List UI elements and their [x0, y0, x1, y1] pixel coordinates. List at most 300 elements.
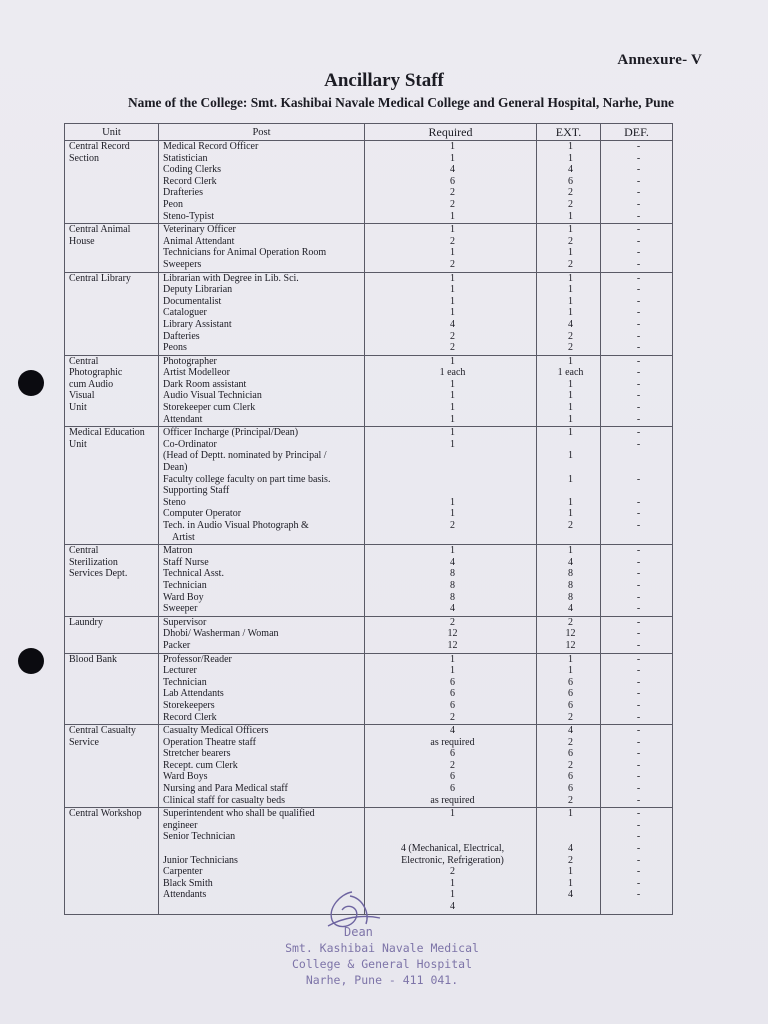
required-line: 1	[450, 413, 455, 425]
post-line: Storekeeper cum Clerk	[163, 402, 256, 414]
ext-line: 1	[568, 877, 573, 889]
required-line: 2	[450, 235, 455, 247]
unit-line: Photographic	[69, 367, 123, 379]
post-line: Peon	[163, 198, 183, 210]
def-line: -	[636, 520, 641, 531]
def-line: -	[636, 889, 641, 901]
ext-line: 2	[568, 854, 573, 866]
ext-line: 1	[568, 378, 573, 390]
post-line: Packer	[163, 639, 191, 651]
post-line: Faculty college faculty on part time basis.	[163, 473, 331, 485]
def-line: -	[636, 665, 641, 677]
required-line: 2	[450, 616, 455, 628]
post-line: Sweeper	[163, 603, 198, 615]
def-line: -	[636, 198, 641, 210]
post-line: Casualty Medical Officers	[163, 725, 269, 737]
unit-line: Blood Bank	[69, 653, 118, 665]
def-cell	[601, 808, 673, 914]
required-line	[369, 820, 536, 832]
ext-line: 2	[568, 794, 573, 806]
def-line: -	[636, 579, 641, 591]
def-line: -	[636, 808, 641, 820]
post-line: Library Assistant	[163, 318, 232, 330]
ext-line: 2	[568, 198, 573, 210]
unit-line: Central Casualty	[69, 725, 136, 737]
required-cell	[365, 272, 537, 355]
post-line: Deputy Librarian	[163, 284, 233, 296]
post-line: Technicians for Animal Operation Room	[163, 247, 327, 259]
required-line: 6	[450, 676, 455, 688]
post-line: Computer Operator	[163, 508, 242, 520]
stamp-line: Narhe, Pune - 411 041.	[305, 973, 459, 987]
ext-line: 2	[568, 759, 573, 771]
unit-cell	[65, 725, 159, 808]
required-line: 6	[450, 175, 455, 187]
def-line: -	[636, 759, 641, 771]
punch-hole	[18, 370, 44, 396]
def-cell	[601, 427, 673, 545]
def-cell	[601, 224, 673, 272]
required-cell	[365, 355, 537, 427]
required-line	[369, 831, 536, 843]
post-line: Nursing and Para Medical staff	[163, 783, 288, 795]
ext-line: 1	[568, 427, 573, 439]
ext-line: 1	[568, 653, 573, 665]
required-line: 8	[450, 579, 455, 591]
post-line: Photographer	[163, 355, 217, 367]
required-line	[369, 462, 536, 474]
def-line: -	[636, 175, 641, 187]
def-line: -	[636, 568, 641, 580]
required-line	[369, 485, 536, 497]
def-line: -	[636, 819, 641, 831]
unit-cell	[65, 272, 159, 355]
ext-cell	[537, 808, 601, 914]
post-cell	[159, 141, 365, 224]
def-cell	[601, 272, 673, 355]
required-line: 4	[450, 725, 455, 737]
unit-cell	[65, 808, 159, 914]
required-line: 6	[450, 783, 455, 795]
ext-line: 1	[568, 473, 573, 485]
required-line: 2	[450, 711, 455, 723]
def-line: -	[636, 378, 641, 390]
ext-cell	[537, 355, 601, 427]
post-line: Technician	[163, 676, 207, 688]
post-line: Drafteries	[163, 187, 203, 199]
unit-cell	[65, 545, 159, 617]
ext-line: 6	[568, 699, 573, 711]
ext-cell	[537, 224, 601, 272]
unit-cell	[65, 653, 159, 725]
ext-line: 1	[568, 247, 573, 259]
unit-line: cum Audio	[69, 378, 114, 390]
ext-line: 1	[568, 390, 573, 402]
required-line	[369, 474, 536, 486]
required-cell	[365, 224, 537, 272]
ext-line: 4	[568, 725, 573, 737]
def-line: -	[636, 591, 641, 603]
ext-line: 6	[568, 771, 573, 783]
ext-line: 1	[568, 402, 573, 414]
def-line: -	[636, 427, 641, 439]
def-line: -	[636, 210, 641, 222]
required-line: 1	[450, 427, 455, 439]
annexure-label: Annexure- V	[617, 52, 702, 68]
required-line: 6	[450, 771, 455, 783]
post-line: Technical Asst.	[163, 568, 224, 580]
def-cell	[601, 653, 673, 725]
ext-line	[541, 820, 600, 832]
unit-line: Central	[69, 545, 99, 557]
required-line: 1	[450, 402, 455, 414]
def-line	[605, 532, 672, 544]
post-line: Record Clerk	[163, 175, 217, 187]
required-cell	[365, 427, 537, 545]
ext-line: 2	[568, 736, 573, 748]
def-line: -	[636, 413, 641, 425]
post-cell	[159, 545, 365, 617]
def-line: -	[636, 318, 641, 330]
required-line: 4	[450, 603, 455, 615]
def-line: -	[636, 639, 641, 651]
ext-line: 1	[568, 545, 573, 557]
ext-cell	[537, 272, 601, 355]
required-line: 2	[450, 187, 455, 199]
def-cell	[601, 616, 673, 653]
ext-line: 2	[568, 258, 573, 270]
required-line: 1	[450, 224, 455, 236]
ext-line: 1	[568, 224, 573, 236]
college-name: Name of the College: Smt. Kashibai Navale Medical College and General Hospital, Narhe, Pune	[128, 95, 674, 110]
required-line: 1	[450, 889, 455, 901]
post-line: Co-Ordinator	[163, 438, 217, 450]
required-line: 2	[450, 198, 455, 210]
required-cell	[365, 653, 537, 725]
def-line: -	[636, 688, 641, 700]
required-line: 8	[450, 591, 455, 603]
post-line: Staff Nurse	[163, 556, 209, 568]
required-line: 1	[450, 438, 455, 450]
post-line: Senior Technician	[163, 831, 236, 843]
ext-line	[541, 462, 600, 474]
required-line: 4	[450, 901, 455, 912]
ext-line: 1	[568, 152, 573, 164]
unit-line: Visual	[69, 390, 95, 402]
def-line: -	[636, 783, 641, 795]
def-line: -	[636, 438, 641, 450]
def-line: -	[636, 355, 641, 367]
post-line: Statistician	[163, 152, 208, 164]
unit-line: Central Workshop	[69, 808, 142, 820]
post-line: Sweepers	[163, 258, 202, 270]
def-cell	[601, 545, 673, 617]
def-line: -	[636, 877, 641, 889]
table-row	[65, 725, 673, 808]
ext-cell	[537, 545, 601, 617]
post-line: Medical Record Officer	[163, 141, 259, 152]
ext-line: 4	[568, 164, 573, 176]
ext-line: 2	[568, 520, 573, 531]
post-cell	[159, 427, 365, 545]
required-line: 2	[450, 520, 455, 531]
staff-table-body	[65, 141, 673, 915]
post-line: (Head of Deptt. nominated by Principal /	[163, 450, 327, 462]
post-line: Coding Clerks	[163, 164, 222, 176]
required-line: 2	[450, 342, 455, 354]
required-line: 1	[450, 496, 455, 508]
col-header-def: DEF.	[601, 124, 673, 141]
ext-line: 12	[565, 628, 576, 640]
required-line: 1 each	[439, 367, 466, 379]
required-line: 4	[450, 164, 455, 176]
post-line: Steno	[163, 496, 186, 508]
def-cell	[601, 725, 673, 808]
post-cell	[159, 725, 365, 808]
col-header-required: Required	[365, 124, 537, 141]
table-row	[65, 224, 673, 272]
required-cell	[365, 725, 537, 808]
post-line: Matron	[163, 545, 193, 557]
required-line: 1	[450, 653, 455, 665]
page-title: Ancillary Staff	[324, 70, 444, 91]
ext-line: 2	[568, 711, 573, 723]
punch-hole	[18, 648, 44, 674]
table-header-row	[65, 124, 673, 141]
def-line: -	[636, 508, 641, 520]
post-line: Dean)	[163, 462, 188, 474]
def-line: -	[636, 402, 641, 414]
unit-cell	[65, 616, 159, 653]
def-line: -	[636, 628, 641, 640]
required-line: 2	[450, 258, 455, 270]
unit-line: Unit	[69, 402, 87, 414]
col-header-post: Post	[159, 124, 365, 141]
required-line: 6	[450, 748, 455, 760]
stamp-line: Smt. Kashibai Navale Medical	[285, 941, 479, 955]
def-line: -	[636, 235, 641, 247]
post-line: Lab Attendants	[163, 688, 224, 700]
ext-line: 6	[568, 688, 573, 700]
def-line	[605, 450, 672, 462]
required-cell	[365, 141, 537, 224]
post-line: Animal Attendant	[163, 235, 235, 247]
post-line: Dark Room assistant	[163, 378, 247, 390]
def-line: -	[636, 616, 641, 628]
def-line: -	[636, 725, 641, 737]
unit-line: Laundry	[69, 616, 103, 628]
def-line: -	[636, 545, 641, 557]
post-line: Dhobi/ Washerman / Woman	[163, 628, 279, 640]
post-line: Artist	[172, 531, 195, 543]
unit-line: Services Dept.	[69, 568, 128, 580]
required-line: 4	[450, 556, 455, 568]
ext-line	[541, 532, 600, 544]
post-line: Artist Modelleor	[163, 367, 230, 379]
post-line: Superintendent who shall be qualified	[163, 808, 315, 820]
ext-line	[541, 831, 600, 843]
table-row	[65, 272, 673, 355]
ext-line: 2	[568, 330, 573, 342]
unit-cell	[65, 224, 159, 272]
ext-cell	[537, 653, 601, 725]
post-line: Clinical staff for casualty beds	[163, 794, 286, 806]
def-line: -	[636, 771, 641, 783]
col-header-unit: Unit	[65, 124, 159, 141]
def-line	[605, 462, 672, 474]
post-line: Steno-Typist	[163, 210, 214, 222]
post-line: Professor/Reader	[163, 653, 232, 665]
unit-cell	[65, 355, 159, 427]
post-line: Audio Visual Technician	[163, 390, 262, 402]
ext-cell	[537, 616, 601, 653]
def-cell	[601, 141, 673, 224]
required-cell	[365, 616, 537, 653]
def-line: -	[636, 284, 641, 296]
def-line: -	[636, 854, 641, 866]
def-line: -	[636, 390, 641, 402]
def-line	[605, 485, 672, 497]
def-line: -	[636, 187, 641, 199]
ext-line	[541, 485, 600, 497]
ext-line: 2	[568, 187, 573, 199]
unit-line: Medical Education	[69, 427, 145, 439]
ext-line: 2	[568, 616, 573, 628]
required-line: 4	[450, 318, 455, 330]
required-line: 1	[450, 665, 455, 677]
stamp-dean: Dean	[344, 925, 373, 939]
ext-line: 2	[568, 342, 573, 354]
table-row	[65, 653, 673, 725]
ext-line: 4	[568, 318, 573, 330]
ext-line: 1	[568, 272, 573, 284]
ext-line: 12	[565, 639, 576, 651]
ext-line: 4	[568, 556, 573, 568]
table-row	[65, 616, 673, 653]
def-line: -	[636, 473, 641, 485]
def-line: -	[636, 307, 641, 319]
required-line: 1	[450, 545, 455, 557]
required-line: as required	[430, 794, 475, 806]
required-line: 12	[447, 628, 458, 640]
required-line	[369, 450, 536, 462]
post-line: Ward Boy	[163, 591, 204, 603]
def-line: -	[636, 272, 641, 284]
required-line: 6	[450, 688, 455, 700]
post-line: Junior Technicians	[163, 854, 238, 866]
ext-line: 1	[568, 808, 573, 820]
def-line: -	[636, 831, 641, 843]
def-line: -	[636, 866, 641, 878]
required-line: 1	[450, 141, 455, 152]
post-cell	[159, 224, 365, 272]
post-line: Lecturer	[163, 665, 197, 677]
required-line: 1	[450, 390, 455, 402]
post-line: Recept. cum Clerk	[163, 759, 238, 771]
ext-line: 2	[568, 235, 573, 247]
post-cell	[159, 616, 365, 653]
ext-line: 4	[568, 889, 573, 901]
staff-table	[64, 123, 673, 915]
ext-line: 1	[568, 210, 573, 222]
required-line: 1	[450, 808, 455, 820]
unit-line: Service	[69, 736, 99, 748]
ext-cell	[537, 725, 601, 808]
ext-line: 6	[568, 676, 573, 688]
required-line: 8	[450, 568, 455, 580]
post-cell	[159, 355, 365, 427]
post-cell	[159, 272, 365, 355]
required-line: 4 (Mechanical, Electrical,	[400, 843, 505, 855]
def-line: -	[636, 367, 641, 379]
ext-line: 1	[568, 295, 573, 307]
ext-line: 1	[568, 866, 573, 878]
unit-line: House	[69, 235, 95, 247]
required-line: 1	[450, 210, 455, 222]
post-line: Cataloguer	[163, 307, 207, 319]
table-row	[65, 427, 673, 545]
unit-line: Unit	[69, 438, 87, 450]
unit-line: Central Record	[69, 141, 130, 152]
post-line: Carpenter	[163, 866, 203, 878]
unit-line: Central Library	[69, 272, 131, 284]
required-line: 2	[450, 759, 455, 771]
def-line: -	[636, 748, 641, 760]
post-line: Attendants	[163, 889, 207, 901]
def-line: -	[636, 736, 641, 748]
required-line: 1	[450, 378, 455, 390]
stamp-line: College & General Hospital	[291, 957, 472, 971]
post-line: engineer	[163, 819, 198, 831]
ext-line: 1	[568, 355, 573, 367]
post-line: Record Clerk	[163, 711, 217, 723]
post-line: Peons	[163, 342, 187, 354]
required-line: 2	[450, 866, 455, 878]
required-line: 2	[450, 330, 455, 342]
post-line: Librarian with Degree in Lib. Sci.	[163, 272, 299, 284]
col-header-ext: EXT.	[537, 124, 601, 141]
post-line: Dafteries	[163, 330, 200, 342]
ext-line: 1	[568, 508, 573, 520]
post-line: Supervisor	[163, 616, 207, 628]
ext-line: 8	[568, 568, 573, 580]
required-line: as required	[430, 736, 475, 748]
unit-line: Sterilization	[69, 556, 118, 568]
def-line: -	[636, 556, 641, 568]
required-line: 1	[450, 284, 455, 296]
def-line: -	[636, 152, 641, 164]
table-row	[65, 355, 673, 427]
required-line: 6	[450, 699, 455, 711]
ext-line: 1	[568, 307, 573, 319]
post-cell	[159, 653, 365, 725]
post-line: Documentalist	[163, 295, 222, 307]
def-line: -	[636, 653, 641, 665]
required-line: 1	[450, 307, 455, 319]
def-line: -	[636, 224, 641, 236]
post-line: Technician	[163, 579, 207, 591]
ext-line: 6	[568, 748, 573, 760]
def-line: -	[636, 258, 641, 270]
def-line: -	[636, 843, 641, 855]
def-line: -	[636, 247, 641, 259]
ext-cell	[537, 427, 601, 545]
ext-line: 1	[568, 496, 573, 508]
ext-line: 1	[568, 665, 573, 677]
ext-line	[541, 439, 600, 451]
required-line: 1	[450, 295, 455, 307]
def-line: -	[636, 711, 641, 723]
